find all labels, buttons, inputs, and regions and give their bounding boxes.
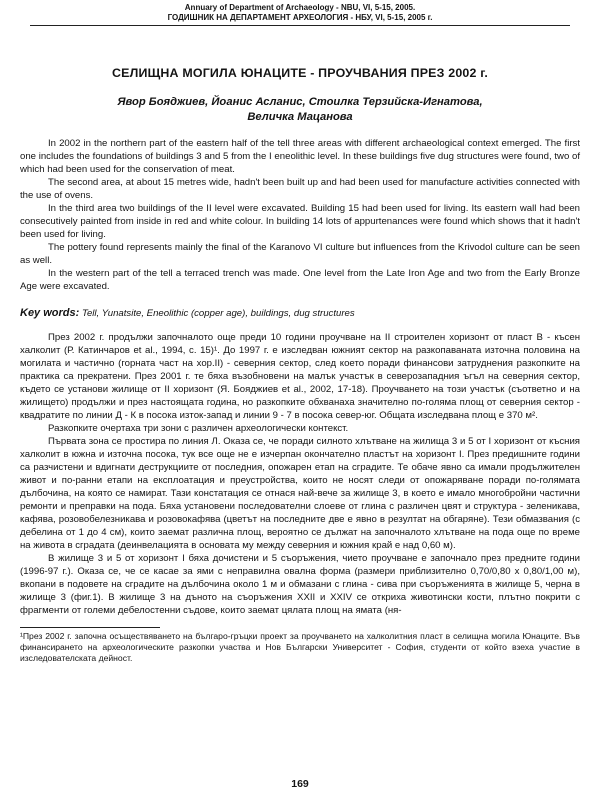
article-body: [20, 331, 580, 617]
journal-header-bulgarian: ГОДИШНИК НА ДЕПАРТАМЕНТ АРХЕОЛОГИЯ - НБУ, VI, 5-15, 2005 г.: [167, 13, 433, 22]
abstract-paragraph: In the third area two buildings of the II level were excavated. Building 15 had been used for living. Its eastern wall had been consecutively painted from inside in red and white colour. In building 14 lots of appurtenances were found which shows that it hadn't been used for living.: [20, 203, 580, 240]
keywords: [20, 307, 580, 320]
keywords-label: Key words:: [20, 307, 80, 319]
journal-header: [30, 0, 570, 23]
abstract-paragraph: In the western part of the tell a terraced trench was made. One level from the Late Iron Age and two from the Early Bronze Age were excavated.: [20, 268, 580, 292]
article-title: СЕЛИЩНА МОГИЛА ЮНАЦИТЕ - ПРОУЧВАНИЯ ПРЕЗ 2002 г.: [111, 66, 489, 80]
authors-line-1: Явор Бояджиев, Йоанис Асланис, Стоилка Терзийска-Игнатова,: [117, 96, 483, 108]
author-list: [40, 95, 560, 125]
journal-header-english: Annuary of Department of Archaeology - NBU, VI, 5-15, 2005.: [184, 3, 416, 12]
abstract-paragraph: The second area, at about 15 metres wide, hadn't been built up and had been used for manufacture activities connected with the use of ovens.: [20, 177, 580, 201]
body-paragraph: Разкопките очертаха три зони с различен археологически контекст.: [48, 423, 349, 434]
abstract-paragraph: In 2002 in the northern part of the eastern half of the tell three areas with different archaeological context emerged. The first one includes the foundations of buildings 3 and 5 from the I eneolithic level. In these buildings five dug structures were found, two of which had been used for the conservation of meat.: [20, 138, 580, 175]
body-paragraph: В жилище 3 и 5 от хоризонт I бяха дочистени и 5 съоръжения, чието проучване е започнало през предните години (1996-97 г.). Оказа се, че се касае за ями с неправилна овална форма (размери приблизително 0,70/0,80 x 0,80/1,00 м), вкопани в подовете на сградите на дълбочина около 1 м и обмазани с глина - сива при съоръженията в жилище 5, черна в жилище 3 (фиг.1). В жилище 3 на дъното на съоръжения XXII и XXIV се откриха животински кости, плътно покрити с фрагменти от големи дебелостенни съдове, които заемат цялата площ на ямата (ня-: [20, 553, 580, 616]
page-number: 169: [291, 778, 309, 790]
footnote: ¹През 2002 г. започна осъществяването на българо-гръцки проект за проучването на халколитния пласт в селищна могила Юнаците. Във финансирането на археологическите разкопки участва и Нов Български Университет - София, студенти от който взеха участие в изследователската дейност.: [20, 631, 580, 663]
body-paragraph: Първата зона се простира по линия Л. Оказа се, че поради силното хлътване на жилища 3 и 5 от I хоризонт от късния халколит в южна и източна посока, тук все още не е изчерпан окончателно пластът на хоризонт I. През предишните години са разчистени и вдигнати деструкциите от последния, опожарен етап на сградите. Те обаче явно са имали продължителен живот и по-ранни етапи на експлоатация и преустройства, които не носят следи от опожаряване поради по-голямата дълбочина, на която се намират. Тази констатация се отнася най-вече за жилище 3, в което е имало многобройни частични ремонти и преправки на пода. Бяха установени последователни слоеве от глина с различен цвят и структура - зеленикава, кафява, розовобелезникава и розовокафява (цветът на последните две е явно в резултат на обгаряне). Тези обмазвания (с дебелина от 1 до 4 см), които заемат различна площ, вероятно се дължат на започналото хлътване на пода още по време на живота в сградата (деинвелацията в основата му между северния и южния край е над 0,60 м).: [20, 436, 580, 551]
authors-line-2: Величка Мацанова: [247, 111, 353, 123]
abstract: [20, 137, 580, 293]
abstract-paragraph: The pottery found represents mainly the final of the Karanovo VI culture but influences from the Krivodol culture can be seen as well.: [20, 242, 580, 266]
header-divider: [30, 25, 570, 26]
keywords-text: Tell, Yunatsite, Eneolithic (copper age), buildings, dug structures: [81, 308, 355, 319]
body-paragraph: През 2002 г. продължи започналото още преди 10 години проучване на II строителен хоризонт от пласт В - късен халколит (Р. Катинчаров et al., 1994, с. 15)¹. До 1997 г. е изследван южният сектор на разкопаваната източна половина на могилата и частично (горната част на хор.II) - северния сектор, след което поради финансови затруднения разкопките на практика са прекратени. През 2001 г. те бяха възобновени на малък участък в северозападния ъгъл на северния сектор, където се установи жилище от II хоризонт (Я. Бояджиев et al., 2002, 17-18). Проучването на този участък (съответно и на жилището) продължи и през настоящата година, но разкопките обхванаха значително по-голяма площ от северния сектор - квадратите по линии Д - К в посока изток-запад и линии 9 - 7 в посока север-юг. Общата изследвана площ е 370 м².: [20, 332, 580, 421]
footnote-divider: [20, 627, 160, 628]
